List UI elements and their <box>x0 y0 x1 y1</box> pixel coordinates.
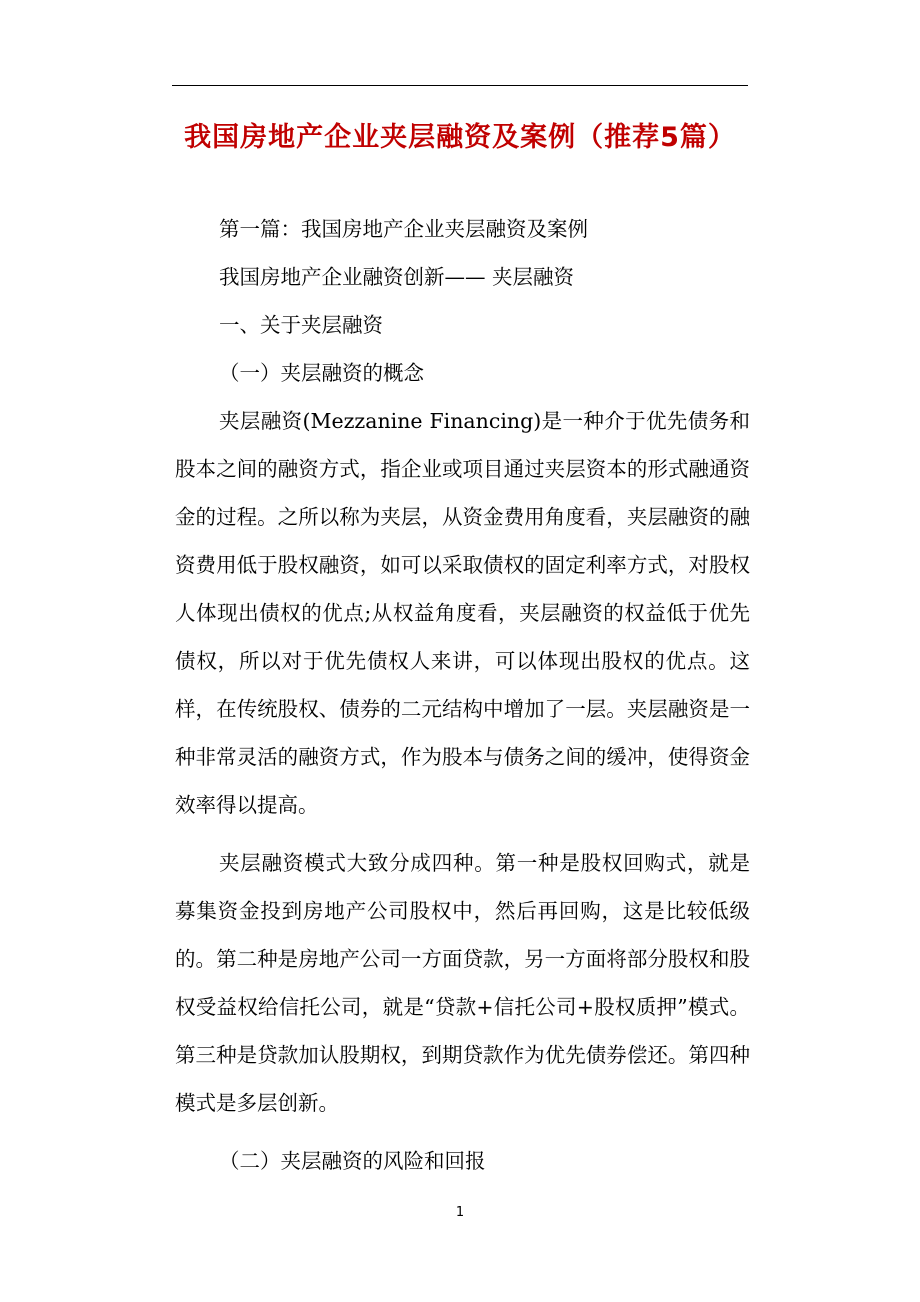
document-body <box>175 205 750 1185</box>
page-number: 1 <box>455 1205 465 1220</box>
heading-1-1: （一）夹层融资的概念 <box>219 361 424 385</box>
section-heading: 第一篇：我国房地产企业夹层融资及案例 <box>219 217 588 241</box>
paragraph-concept: 夹层融资(Mezzanine Financing)是一种介于优先债务和股本之间的融资方式，指企业或项目通过夹层资本的形式融通资金的过程。之所以称为夹层，从资金费用角度看，夹层融资的融资费用低于股权融资，如可以采取债权的固定利率方式，对股权人体现出债权的优点;从权益角度看，夹层融资的权益低于优先债权，所以对于优先债权人来讲，可以体现出股权的优点。这样，在传统股权、债券的二元结构中增加了一层。夹层融资是一种非常灵活的融资方式，作为股本与债务之间的缓冲，使得资金效率得以提高。 <box>175 409 750 817</box>
heading-1-2: （二）夹层融资的风险和回报 <box>219 1149 486 1173</box>
subtitle: 我国房地产企业融资创新—— 夹层融资 <box>219 265 575 289</box>
paragraph-modes: 夹层融资模式大致分成四种。第一种是股权回购式，就是募集资金投到房地产公司股权中，然后再回购，这是比较低级的。第二种是房地产公司一方面贷款，另一方面将部分股权和股权受益权给信托公司，就是“贷款+信托公司+股权质押”模式。第三种是贷款加认股期权，到期贷款作为优先债券偿还。第四种模式是多层创新。 <box>175 851 750 1115</box>
header-rule <box>172 85 748 86</box>
document-title: 我国房地产企业夹层融资及案例（推荐5篇） <box>184 122 736 153</box>
heading-1: 一、关于夹层融资 <box>219 313 383 337</box>
